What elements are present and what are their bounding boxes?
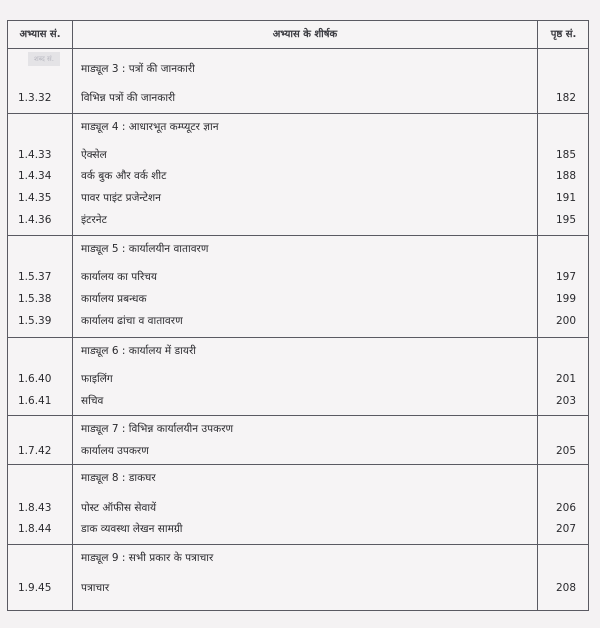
exercise-number: 1.5.39 xyxy=(18,315,52,327)
exercise-title: फाइलिंग xyxy=(81,373,113,385)
exercise-page: 191 xyxy=(555,192,576,204)
header-divider xyxy=(8,48,588,49)
section-divider xyxy=(8,464,588,465)
contents-table xyxy=(7,20,589,611)
exercise-title: कार्यालय प्रबन्धक xyxy=(81,293,147,305)
exercise-title: डाक व्यवस्था लेखन सामग्री xyxy=(81,523,183,535)
exercise-page: 199 xyxy=(555,293,576,305)
header-exercise-title: अभ्यास के शीर्षक xyxy=(272,29,338,40)
exercise-title: कार्यालय का परिचय xyxy=(81,271,157,283)
header-exercise-no: अभ्यास सं. xyxy=(19,29,61,40)
header-page-no: पृष्ठ सं. xyxy=(550,29,577,40)
exercise-title: वर्क बुक और वर्क शीट xyxy=(81,170,167,182)
exercise-page: 188 xyxy=(555,170,576,182)
faint-stamp: शब्द सं. xyxy=(28,52,60,66)
exercise-page: 206 xyxy=(555,502,576,514)
module-heading: माड्यूल 9 : सभी प्रकार के पत्राचार xyxy=(81,552,214,564)
exercise-number: 1.4.35 xyxy=(18,192,52,204)
module-heading: माड्यूल 6 : कार्यालय में डायरी xyxy=(81,345,196,357)
exercise-number: 1.8.44 xyxy=(18,523,52,535)
exercise-title: विभिन्न पत्रों की जानकारी xyxy=(81,92,176,104)
exercise-title: कार्यालय ढांचा व वातावरण xyxy=(81,315,183,327)
exercise-title: पोस्ट ऑफीस सेवायें xyxy=(81,502,157,514)
exercise-title: ऐक्सेल xyxy=(81,149,107,161)
exercise-page: 208 xyxy=(555,582,576,594)
exercise-number: 1.8.43 xyxy=(18,502,52,514)
exercise-page: 197 xyxy=(555,271,576,283)
module-heading: माड्यूल 8 : डाकघर xyxy=(81,472,156,484)
exercise-title: कार्यालय उपकरण xyxy=(81,445,149,457)
exercise-number: 1.5.37 xyxy=(18,271,52,283)
exercise-page: 200 xyxy=(555,315,576,327)
exercise-number: 1.4.33 xyxy=(18,149,52,161)
exercise-page: 207 xyxy=(555,523,576,535)
exercise-number: 1.9.45 xyxy=(18,582,52,594)
section-divider xyxy=(8,113,588,114)
exercise-page: 203 xyxy=(555,395,576,407)
exercise-title: पत्राचार xyxy=(81,582,110,594)
exercise-title: इंटरनेट xyxy=(81,214,107,226)
module-heading: माड्यूल 3 : पत्रों की जानकारी xyxy=(81,63,195,75)
exercise-title: सचिव xyxy=(81,395,104,407)
section-divider xyxy=(8,235,588,236)
exercise-number: 1.7.42 xyxy=(18,445,52,457)
section-divider xyxy=(8,337,588,338)
exercise-page: 195 xyxy=(555,214,576,226)
section-divider xyxy=(8,415,588,416)
exercise-page: 182 xyxy=(555,92,576,104)
exercise-number: 1.6.40 xyxy=(18,373,52,385)
exercise-page: 185 xyxy=(555,149,576,161)
column-divider xyxy=(537,21,538,610)
section-divider xyxy=(8,544,588,545)
exercise-number: 1.5.38 xyxy=(18,293,52,305)
exercise-title: पावर पाइंट प्रजेन्टेशन xyxy=(81,192,161,204)
exercise-number: 1.3.32 xyxy=(18,92,52,104)
module-heading: माड्यूल 4 : आधारभूत कम्प्यूटर ज्ञान xyxy=(81,121,219,133)
module-heading: माड्यूल 7 : विभिन्न कार्यालयीन उपकरण xyxy=(81,423,234,435)
exercise-number: 1.4.34 xyxy=(18,170,52,182)
module-heading: माड्यूल 5 : कार्यालयीन वातावरण xyxy=(81,243,209,255)
exercise-number: 1.6.41 xyxy=(18,395,52,407)
exercise-page: 201 xyxy=(555,373,576,385)
exercise-number: 1.4.36 xyxy=(18,214,52,226)
exercise-page: 205 xyxy=(555,445,576,457)
